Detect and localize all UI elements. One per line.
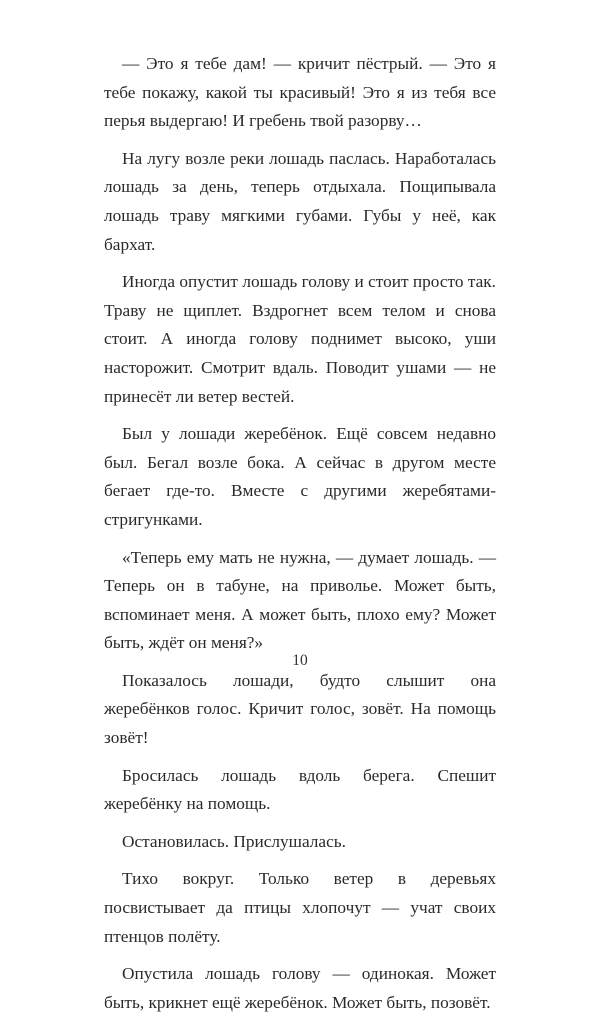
- paragraph-8: Остановилась. Прислушалась.: [122, 831, 346, 851]
- paragraph-1: — Это я тебе дам! — кричит пёстрый. — Это я тебе покажу, какой ты красивый! Это я из тебя все перья выдергаю! И гребень твой разорву…: [104, 54, 496, 131]
- paragraph-6: Показалось лошади, будто слышит она жеребёнков голос. Кричит голос, зовёт. На помощь зовёт!: [104, 670, 496, 748]
- body-text: [104, 50, 496, 1026]
- paragraph-3: Иногда опустит лошадь голову и стоит просто так. Траву не щиплет. Вздрогнет всем телом и снова стоит. А иногда голову поднимет высоко, уши насторожит. Смотрит вдаль. Поводит ушами — не принесёт ли ветер вестей.: [104, 272, 496, 406]
- page-number: 10: [292, 652, 308, 669]
- paragraph-9: Тихо вокруг. Только ветер в деревьях посвистывает да птицы хлопочут — учат своих птенцов полёту.: [104, 869, 496, 946]
- paragraph-4: Был у лошади жеребёнок. Ещё совсем недавно был. Бегал возле бока. А сейчас в другом месте бегает где-то. Вместе с другими жеребятами-стригунками.: [104, 424, 496, 529]
- paragraph-5: «Теперь ему мать не нужна, — думает лошадь. — Теперь он в табуне, на приволье. Может быть, вспоминает меня. А может быть, плохо ему? Может быть, ждёт он меня?»: [104, 547, 496, 653]
- paragraph-7: Бросилась лошадь вдоль берега. Спешит жеребёнку на помощь.: [104, 765, 496, 814]
- paragraph-2: На лугу возле реки лошадь паслась. Наработалась лошадь за день, теперь отдыхала. Пощипывала лошадь траву мягкими губами. Губы у неё, как бархат.: [104, 148, 496, 254]
- paragraph-10: Опустила лошадь голову — одинокая. Может быть, крикнет ещё жеребёнок. Может быть, позовёт.: [104, 964, 496, 1012]
